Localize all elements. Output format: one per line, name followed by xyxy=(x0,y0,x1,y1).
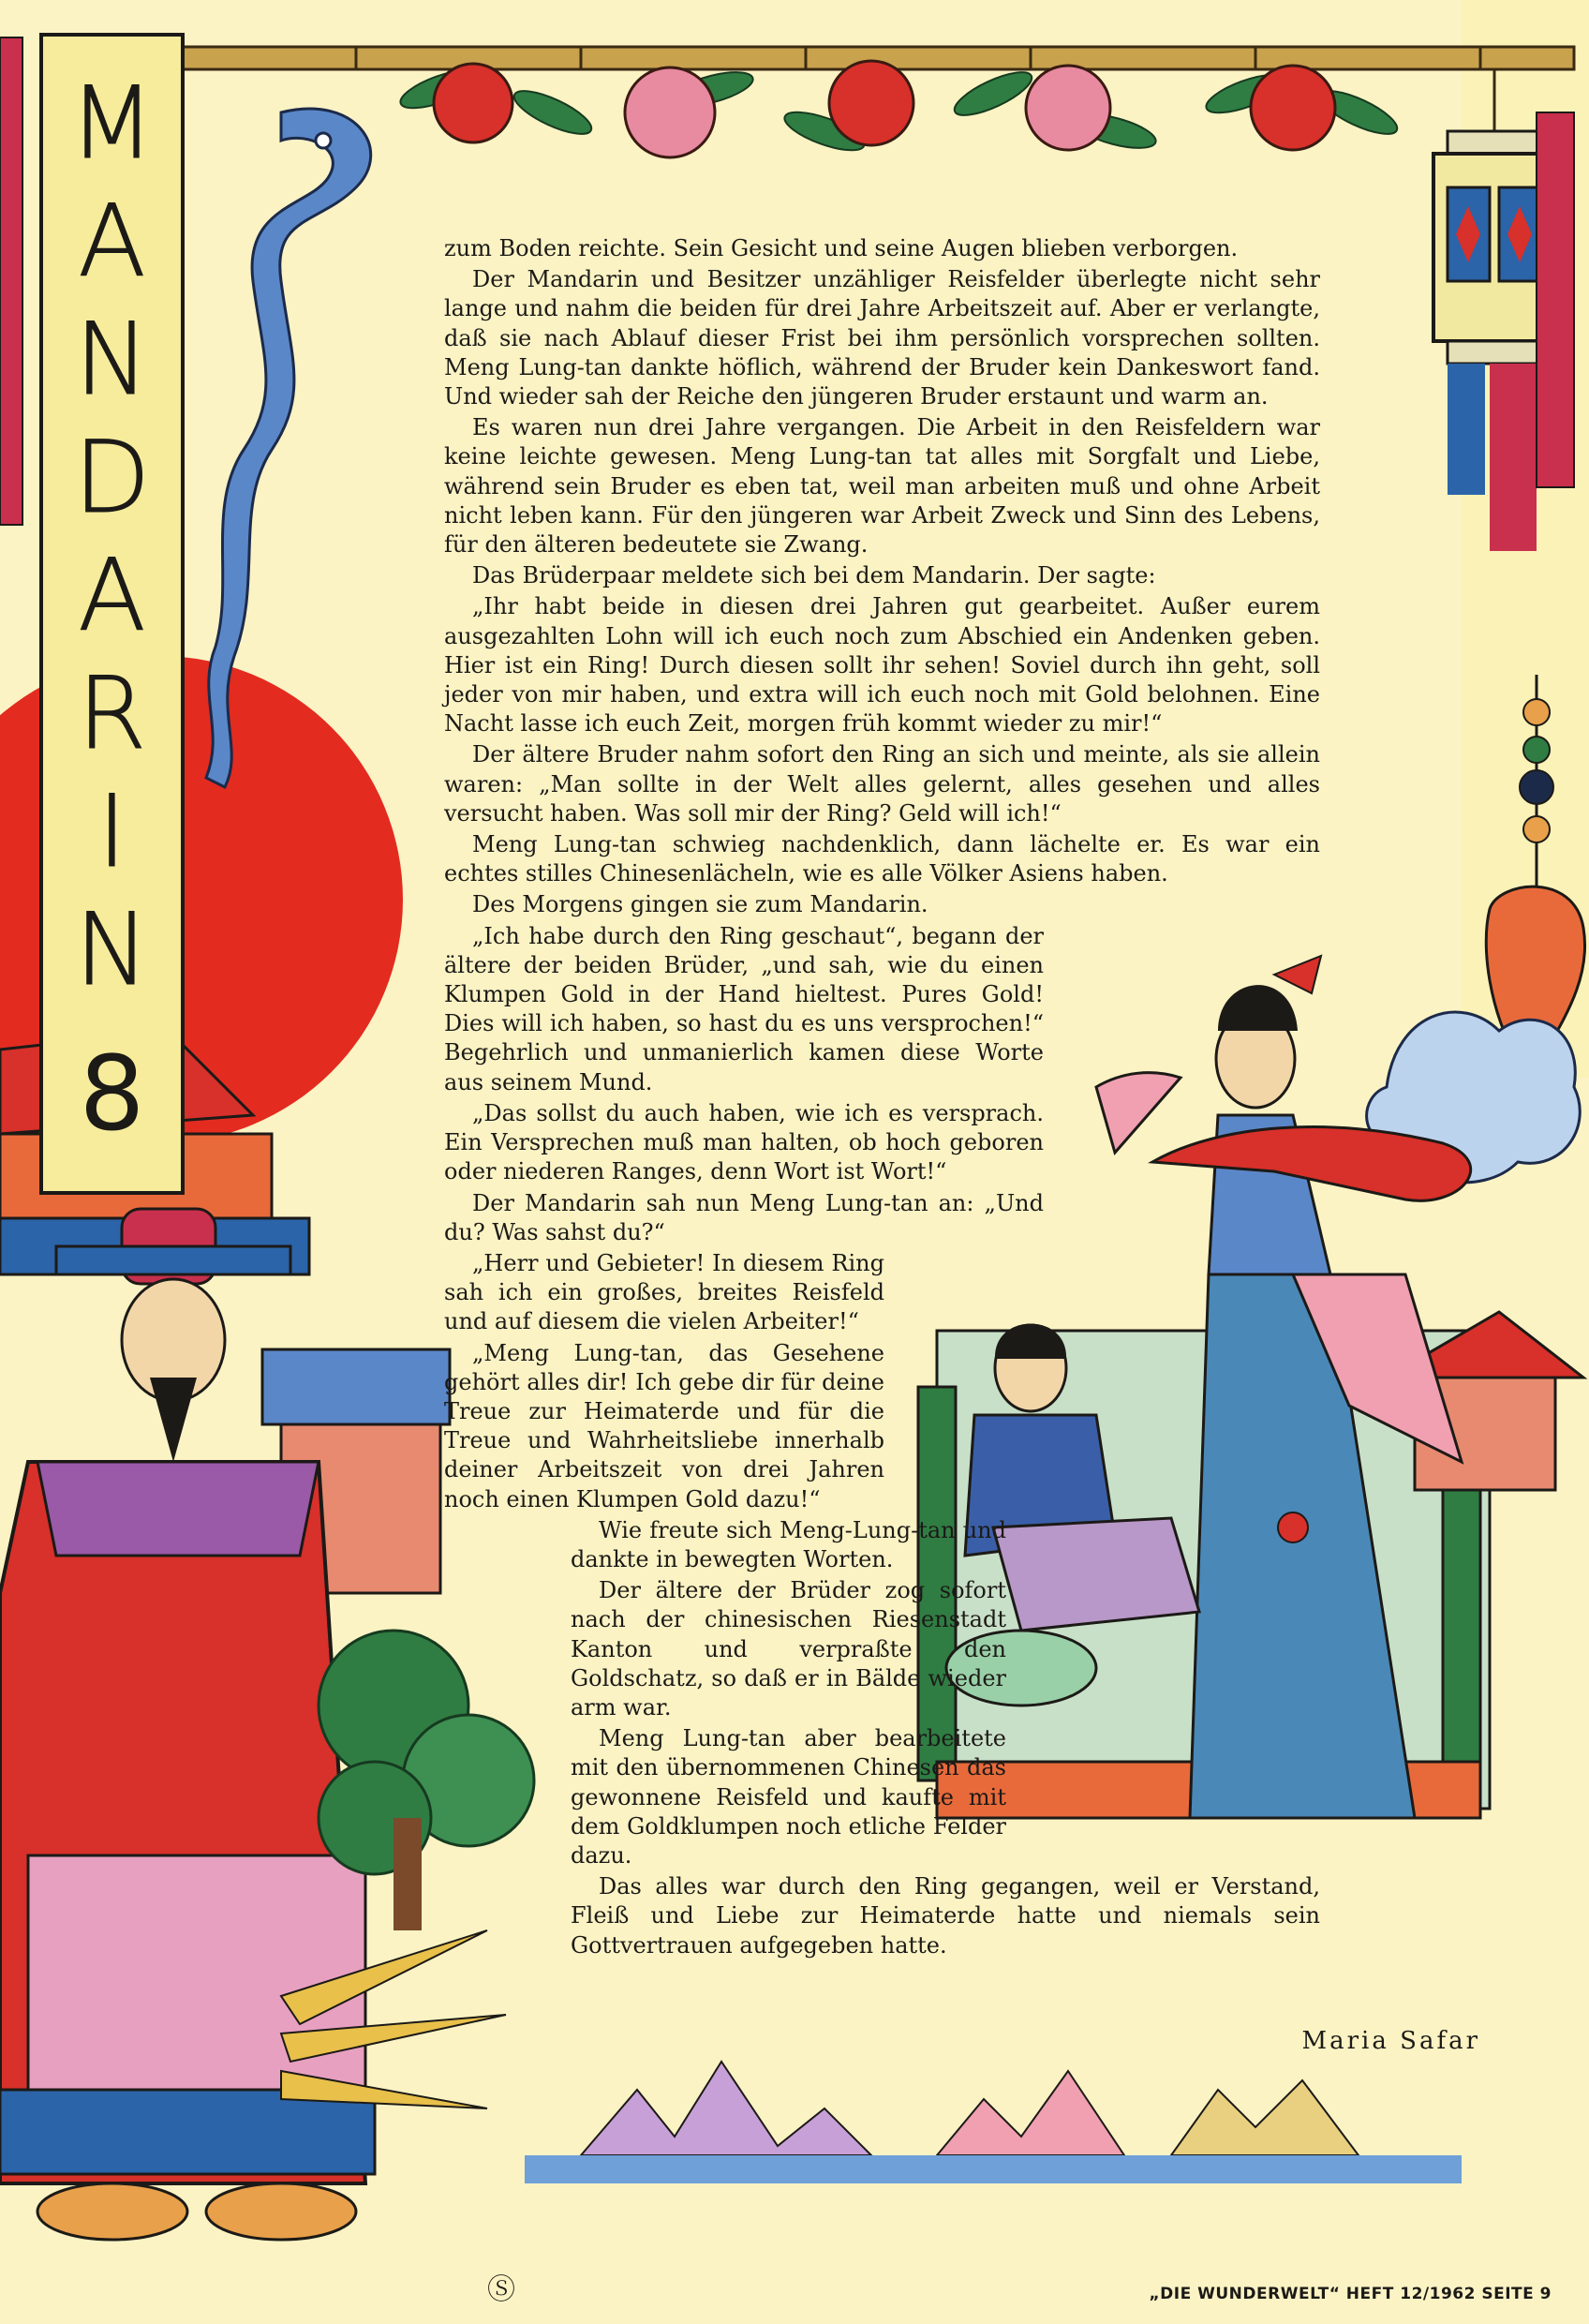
story-indented-column xyxy=(571,1516,1006,1870)
story-paragraph: Der ältere der Brüder zog sofort nach der chinesischen Riesenstadt Kanton und verpraßte den Goldschatz, so daß er in Bälde wieder arm war. xyxy=(571,1577,1006,1721)
title-letter: I xyxy=(97,774,127,889)
pomegranate-garland xyxy=(396,61,1403,158)
story-paragraph: Das Brüderpaar meldete sich bei dem Mandarin. Der sagte: xyxy=(472,562,1156,589)
story-paragraph: Der Mandarin und Besitzer unzähliger Reisfelder überlegte nicht sehr lange und nahm die beiden für drei Jahre Arbeitszeit auf. Aber er verlangte, daß sie nach Ablauf dieser Frist bei ihm persönlich vorsprechen sollten. Meng Lung-tan dankte höflich, während der Bruder kein Dankeswort fand. Und wieder sah der Reiche den jüngeren Bruder erstaunt und warm an. xyxy=(444,266,1320,410)
story-text xyxy=(444,234,1320,1962)
chapter-number: 8 xyxy=(79,1034,145,1154)
title-letter: A xyxy=(78,184,146,299)
story-paragraph: Meng Lung-tan schwieg nachdenklich, dann lächelte er. Es war ein echtes stilles Chinesenlächeln, wie es alle Völker Asiens haben. xyxy=(444,831,1320,887)
artist-monogram: Ⓢ xyxy=(487,2273,515,2306)
lantern-illustration xyxy=(1433,69,1574,551)
story-paragraph: „Das sollst du auch haben, wie ich es versprach. Ein Versprechen muß man halten, ob hoch geboren oder niederen Ranges, denn Wort ist Wort!“ xyxy=(444,1099,1044,1185)
story-full-width xyxy=(444,234,1320,920)
story-narrow-column xyxy=(444,1249,884,1514)
title-banner xyxy=(39,33,185,1195)
story-mid-column xyxy=(444,922,1044,1247)
story-paragraph: „Meng Lung-tan, das Gesehene gehört alles dir! Ich gebe dir für deine Treue zur Heimaterde und für die Treue und Wahrheitsliebe innerhalb deiner Arbeitszeit von drei Jahren noch einen Klumpen Gold dazu!“ xyxy=(444,1339,884,1512)
page-footer: „DIE WUNDERWELT“ HEFT 12/1962 SEITE 9 xyxy=(1149,2285,1552,2303)
story-paragraph: Der ältere Bruder nahm sofort den Ring an sich und meinte, als sie allein waren: „Man sollte in der Welt alles gelernt, alles gesehen und alles versucht haben. Was soll mir der Ring? Geld will ich!“ xyxy=(444,741,1320,827)
story-paragraph: Meng Lung-tan aber bearbeitete mit den übernommenen Chinesen das gewonnene Reisfeld und kaufte mit dem Goldklumpen noch etliche Felder dazu. xyxy=(571,1725,1006,1869)
title-letter: N xyxy=(74,302,150,417)
story-paragraph: „Ich habe durch den Ring geschaut“, begann der ältere der beiden Brüder, „und sah, wie du einen Klumpen Gold in der Hand hieltest. Pures Gold! Dies will ich haben, so hast du es uns versprochen!“ Begehrlich und unmanierlich kamen diese Worte aus seinem Mund. xyxy=(444,922,1044,1095)
mountain-landscape xyxy=(525,2062,1462,2183)
story-paragraph: zum Boden reichte. Sein Gesicht und seine Augen blieben verborgen. xyxy=(444,235,1239,261)
title-letters xyxy=(43,65,181,1009)
story-paragraph: Der Mandarin sah nun Meng Lung-tan an: „Und du? Was sahst du?“ xyxy=(444,1189,1044,1245)
story-end-column xyxy=(571,1872,1320,1960)
story-paragraph: „Herr und Gebieter! In diesem Ring sah ich ein großes, breites Reisfeld und auf diesem die vielen Arbeiter!“ xyxy=(444,1249,884,1335)
title-letter: A xyxy=(78,538,146,653)
title-letter: N xyxy=(74,892,150,1007)
story-paragraph: Es waren nun drei Jahre vergangen. Die Arbeit in den Reisfeldern war keine leichte gewesen. Meng Lung-tan tat alles mit Sorgfalt und Liebe, während sein Bruder es eben tat, weil man arbeiten muß und ohne Arbeit nicht leben kann. Für den jüngeren war Arbeit Zweck und Sinn des Lebens, für den älteren bedeutete sie Zwang. xyxy=(444,414,1320,559)
author-signature: Maria Safar xyxy=(1301,2027,1480,2055)
story-paragraph: Des Morgens gingen sie zum Mandarin. xyxy=(472,891,928,918)
story-paragraph: Das alles war durch den Ring gegangen, weil er Verstand, Fleiß und Liebe zur Heimaterde hatte und niemals sein Gottvertrauen aufgegeben hatte. xyxy=(571,1873,1320,1959)
title-letter: R xyxy=(77,656,147,771)
story-paragraph: „Ihr habt beide in diesen drei Jahren gut gearbeitet. Außer eurem ausgezahlten Lohn will ich euch noch zum Abschied ein Andenken geben. Hier ist ein Ring! Durch diesen sollt ihr sehen! Soviel durch ihn geht, soll jeder von mir haben, und extra will ich euch noch mit Gold belohnen. Eine Nacht lasse ich euch Zeit, morgen früh kommt wieder zu mir!“ xyxy=(444,593,1320,737)
left-tassel xyxy=(0,37,22,525)
story-paragraph: Wie freute sich Meng-Lung-tan und dankte in bewegten Worten. xyxy=(571,1516,1006,1572)
title-letter: M xyxy=(68,66,156,181)
title-letter: D xyxy=(73,420,151,535)
